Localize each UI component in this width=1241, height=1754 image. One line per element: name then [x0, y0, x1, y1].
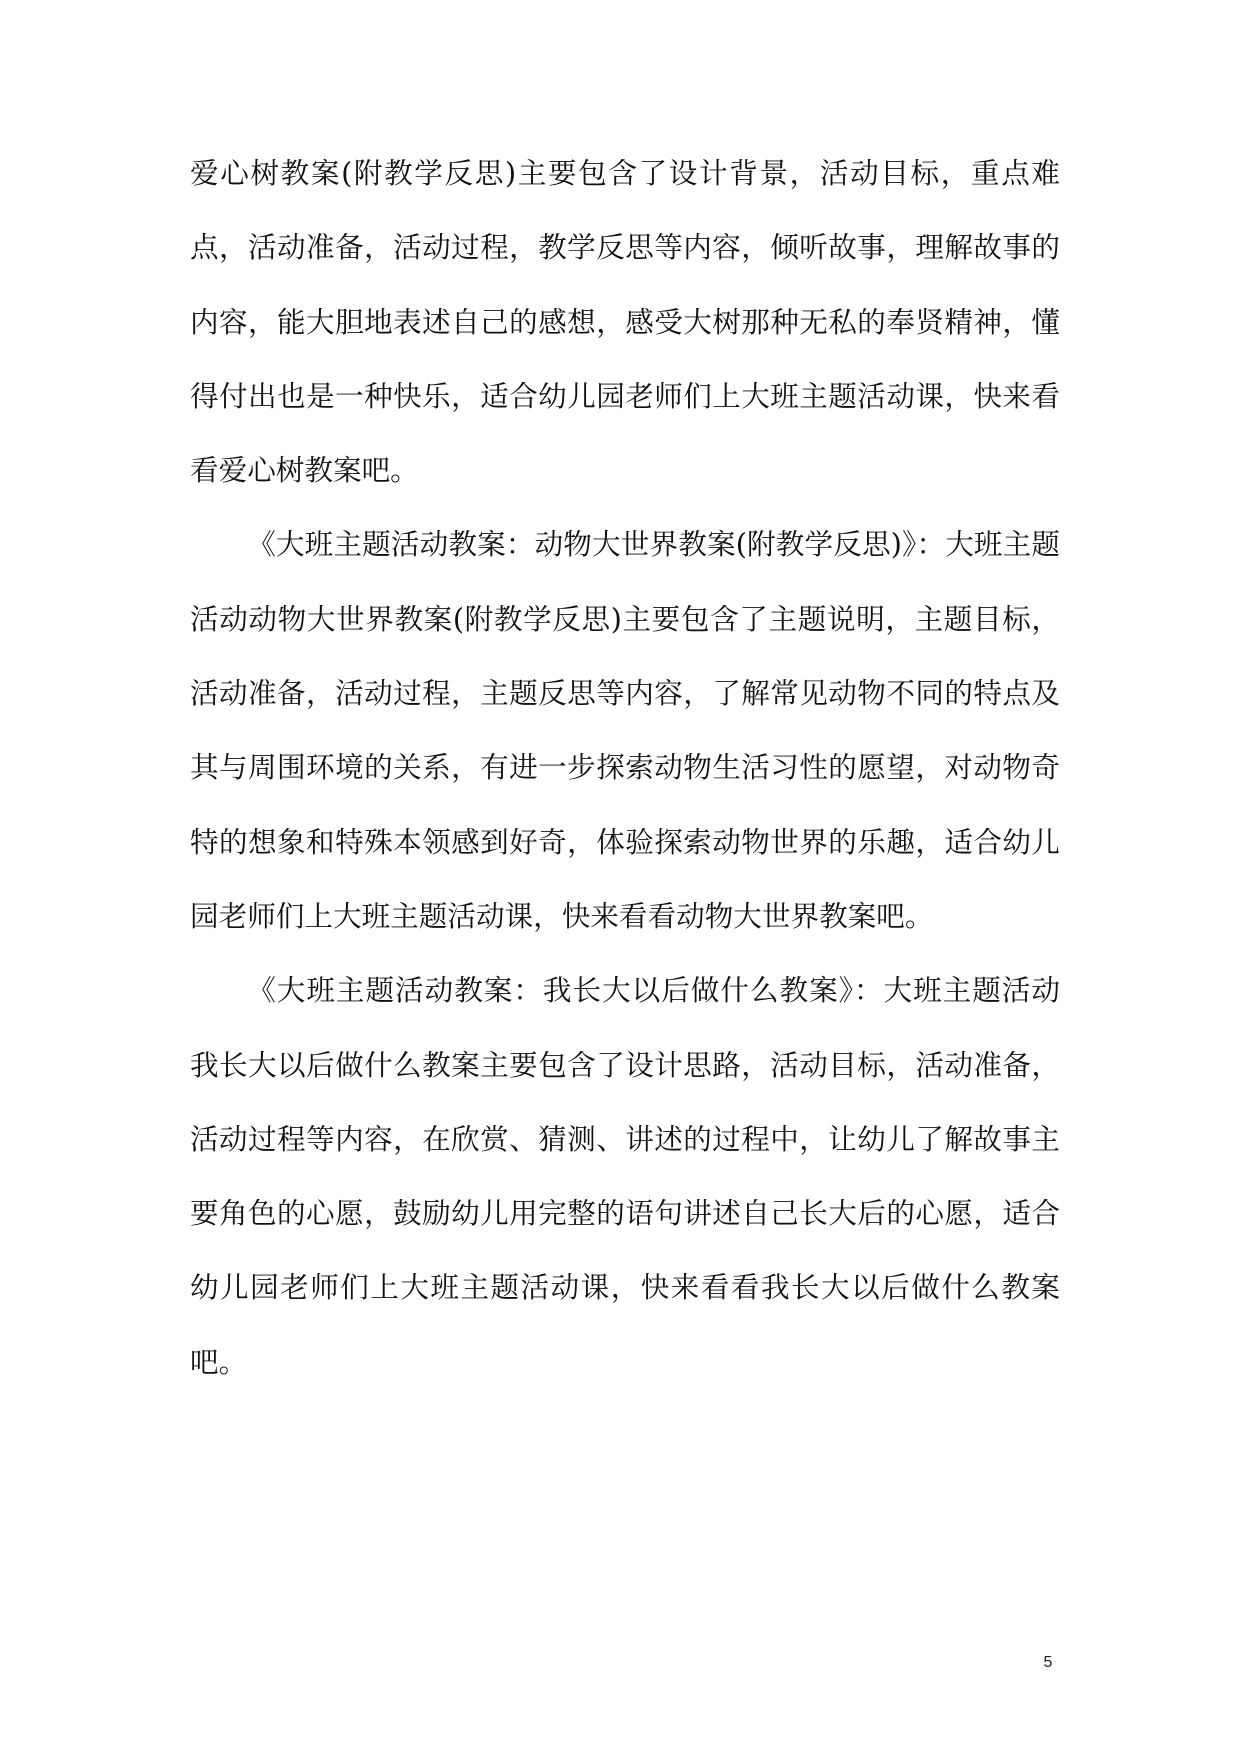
paragraph-grow-up: 《大班主题活动教案：我长大以后做什么教案》：大班主题活动我长大以后做什么教案主要包含了设计思路，活动目标，活动准备，活动过程等内容，在欣赏、猜测、讲述的过程中，让幼儿了解故事主要角色的心愿，鼓励幼儿用完整的语句讲述自己长大后的心愿，适合幼儿园老师们上大班主题活动课，快来看看我长大以后做什么教案吧。: [190, 973, 1060, 1379]
paragraph-animal-world: 《大班主题活动教案：动物大世界教案(附教学反思)》：大班主题活动动物大世界教案(附教学反思)主要包含了主题说明，主题目标，活动准备，活动过程，主题反思等内容，了解常见动物不同的特点及其与周围环境的关系，有进一步探索动物生活习性的愿望，对动物奇特的想象和特殊本领感到好奇，体验探索动物世界的乐趣，适合幼儿园老师们上大班主题活动课，快来看看动物大世界教案吧。: [190, 527, 1060, 933]
page-number: 5: [1043, 1654, 1053, 1671]
body-text: [190, 136, 1060, 1399]
paragraph-love-tree: 爱心树教案(附教学反思)主要包含了设计背景，活动目标，重点难点，活动准备，活动过程，教学反思等内容，倾听故事，理解故事的内容，能大胆地表述自己的感想，感受大树那种无私的奉贤精神，懂得付出也是一种快乐，适合幼儿园老师们上大班主题活动课，快来看看爱心树教案吧。: [190, 156, 1060, 488]
